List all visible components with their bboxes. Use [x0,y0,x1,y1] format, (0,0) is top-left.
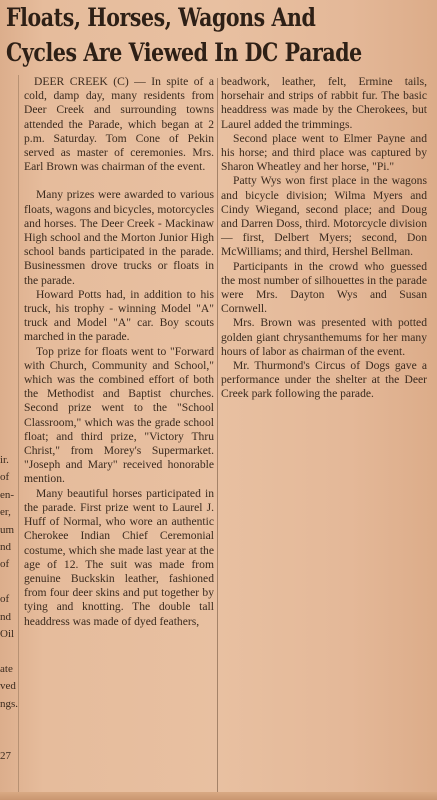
fragment-line: um [0,523,15,536]
fragment-line: of [0,558,10,571]
fragment-line: ved [0,680,16,693]
paragraph: Participants in the crowd who guessed the most number of silhouettes in the parade were Mrs. Dayton Wys and Susan Cornwell. [221,259,427,316]
article-column-2 [221,75,427,402]
clipping-bottom-edge [0,792,437,800]
fragment-line: nd [0,610,11,623]
paragraph: Howard Potts had, in addition to his truck, his trophy - winning Model "A" truck and Model "A" car. Boy scouts marched in the parade. [24,287,214,344]
paragraph: Second place went to Elmer Payne and his horse; and third place was captured by Sharon Wheatley and her horse, "Pi." [221,131,427,174]
paragraph: Patty Wys won first place in the wagons and bicycle division; Wilma Myers and Cindy Wiegand, second place; and Doug and Darren Doss, third. Motorcycle division — first, Delbert Myers; second, Don McWilliams; and third, Hershel Bellman. [221,174,427,259]
fragment-line [0,713,20,730]
paragraph: beadwork, leather, felt, Ermine tails, horsehair and strips of rabbit fur. The basic headdress was made by the Cherokees, but Laurel added the trimmings. [221,75,427,131]
paragraph: Mr. Thurmond's Circus of Dogs gave a performance under the shelter at the Deer Creek park following the parade. [221,359,427,401]
fragment-line: Oil [0,628,15,641]
headline [6,0,432,70]
paragraph: DEER CREEK (C) — In spite of a cold, damp day, many residents from Deer Creek and surrounding towns attended the Parade, which began at 2 p.m. Saturday. Tom Cone of Pekin served as master of ceremonies. Mrs. Earl Brown was chairman of the event. [24,75,214,174]
headline-line-1: Floats, Horses, Wagons And [6,3,316,32]
fragment-line: of [0,471,10,484]
paragraph: Mrs. Brown was presented with potted golden giant chrysanthemums for her many hours of labor as chairman of the event. [221,316,427,358]
fragment-line [0,643,20,660]
fragment-line: nd [0,541,11,554]
column-rule [217,78,218,793]
adjacent-article-fragment [0,452,20,765]
paragraph: Many prizes were awarded to various floats, wagons and bicycles, motorcycles and horses. The Deer Creek - Mackinaw High school and the Morton Junior High school bands participated in the parade. Businessmen drove trucks or floats in the parade. [24,188,214,287]
headline-line-2: Cycles Are Viewed In DC Parade [6,38,362,67]
paragraph: Top prize for floats went to "Forward with Church, Community and School," which was the combined effort of both the Methodist and Baptist churches. Second prize went to the "School Classroom," which was the grade school float; and third prize, "Victory Thru Christ," from Morey's Supermarket. "Joseph and Mary" received honorable mention. [24,344,214,486]
fragment-line: er, [0,506,11,519]
paragraph: Many beautiful horses participated in the parade. First prize went to Laurel J. Huff of Normal, who wore an authentic Cherokee Indian Chief Ceremonial costume, which she made last year at the age of 12. The suit was made from genuine Buckskin leather, fashioned from four deer skins and put together by tying and knotting. The double tall headdress was made of dyed feathers, [24,486,214,628]
fragment-line: ate [0,662,13,675]
fragment-line: ir. [0,454,9,466]
article-column-1 [24,75,214,629]
fragment-line: of [0,593,10,606]
fragment-line: ngs. [0,697,19,710]
fragment-line [0,731,20,748]
fragment-line [0,574,20,591]
fragment-line: en- [0,488,15,501]
fragment-line: 27 [0,749,11,762]
